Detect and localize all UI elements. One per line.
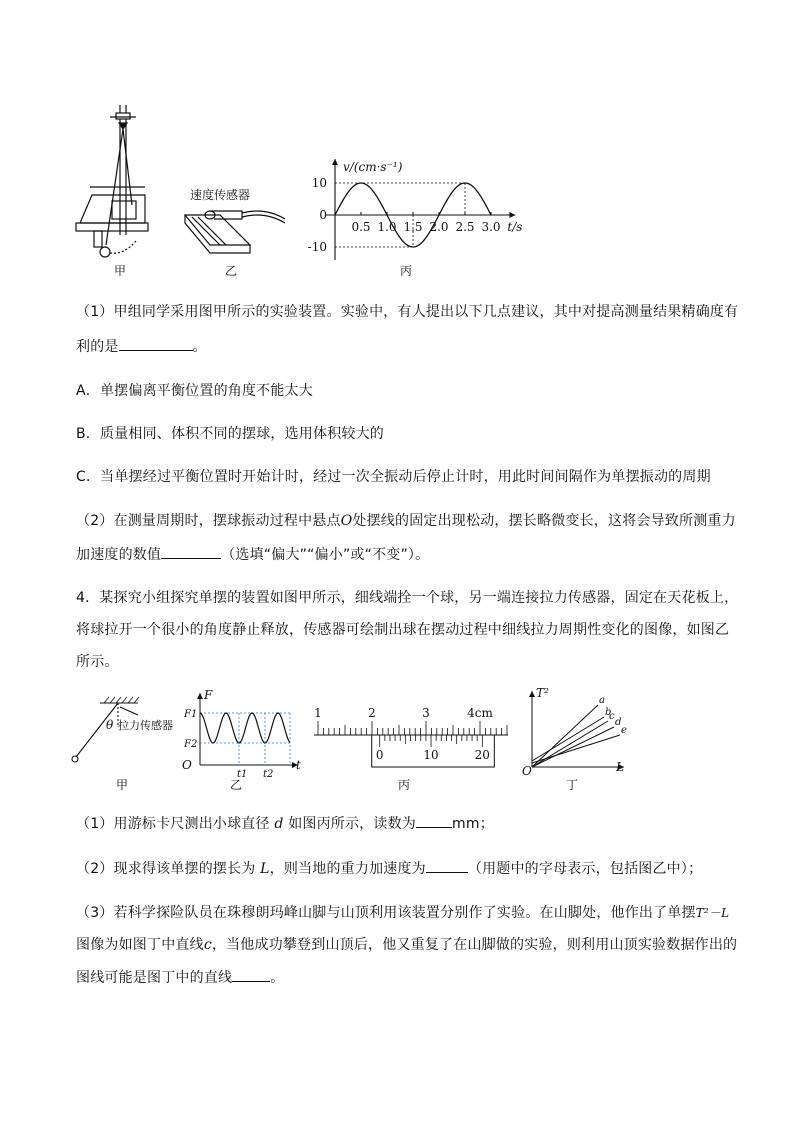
x-axis-label: t/s (507, 220, 523, 234)
vernier-scale-label: 10 (423, 748, 439, 762)
x-tick-label: 1.5 (403, 220, 423, 234)
q2-line1-b: 处摆线的固定出现松动，摆长略微变长，这将会导致所测重力 (352, 513, 736, 529)
fig2-label-yi: 乙 (230, 778, 243, 792)
y-axis-label: v/(cm·s⁻¹) (343, 160, 403, 174)
q4-s3-line1-a: （3）若科学探险队员在珠穆朗玛峰山脚与山顶利用该装置分别作了实验。在山脚处，他作出了单摆 (76, 905, 696, 921)
x-tick-label: 1.0 (377, 220, 397, 234)
x-tick-label: t1 (237, 769, 248, 780)
q4-s3-answer-blank[interactable] (232, 967, 270, 982)
y-axis-label: T² (536, 686, 549, 700)
series-label: a (599, 695, 605, 706)
x-tick-label: 2.5 (455, 220, 475, 234)
pendulum-apparatus-jia (76, 105, 148, 257)
q4-s3-line3-end: 。 (270, 970, 285, 986)
q4-s3-line1 (76, 903, 729, 923)
speed-sensor-device (185, 211, 285, 253)
main-scale-label: 1 (314, 706, 322, 720)
force-curve (200, 713, 290, 743)
series-line (532, 721, 608, 767)
vernier-scale-label: 0 (375, 748, 384, 762)
q2-line2 (76, 544, 429, 565)
q4-s2-c: （用题中的字母表示，包括图乙中）； (467, 861, 703, 877)
q1-line2-end: 。 (192, 339, 207, 355)
figure-1 (70, 95, 523, 285)
p4-line3: 所示。 (76, 654, 119, 670)
vernier-scale-label: 20 (474, 748, 490, 762)
option-a: A．单摆偏离平衡位置的角度不能太大 (76, 383, 313, 399)
vernier-caliper (314, 706, 508, 767)
y-axis-arrow (332, 159, 338, 165)
q1-answer-blank[interactable] (119, 336, 193, 351)
y-tick-label: F1 (184, 709, 198, 720)
q2-answer-blank[interactable] (161, 544, 221, 559)
y-tick-label: -10 (307, 240, 327, 254)
x-axis-label: t (296, 758, 301, 772)
x-axis-arrow (509, 212, 515, 218)
p4-line2: 将球拉开一个很小的角度静止释放，传感器可绘制出球在摆动过程中细线拉力周期性变化的图像，如图乙 (76, 622, 730, 638)
q4-s1-unit: mm； (452, 816, 494, 832)
q4-s3-var-t2l: T²－L (695, 906, 730, 920)
series-line (532, 705, 598, 767)
x-tick-label: 3.0 (481, 220, 501, 234)
series-label: c (609, 711, 615, 722)
q4-s2-b: ，则当地的重力加速度为 (269, 861, 426, 877)
q2-line2-end: （选填“偏大”“偏小”或“不变”）。 (221, 547, 430, 563)
option-b: B．质量相同、体积不同的摆球，选用体积较大的 (76, 426, 385, 442)
theta-label: θ (106, 718, 114, 732)
t-squared-length-chart (522, 686, 627, 778)
q4-s1-answer-blank[interactable] (416, 813, 452, 828)
p4-line1: 4．某探究小组探究单摆的装置如图甲所示，细线端拴一个球，另一端连接拉力传感器，固定在天花板上， (76, 590, 739, 606)
main-scale-label: 3 (422, 706, 430, 720)
series-line (532, 717, 604, 761)
series-label: b (605, 707, 612, 718)
y-tick-label: 0 (319, 208, 327, 222)
main-scale-label: 4cm (467, 706, 493, 720)
q4-s1-b: 如图丙所示，读数为 (288, 816, 417, 832)
origin-label: O (182, 758, 192, 772)
q2-line1 (76, 511, 736, 531)
q2-var-o: O (340, 513, 353, 529)
q4-s3-line3-a: 图线可能是图丁中的直线 (76, 970, 233, 986)
series-label: d (615, 717, 622, 728)
q4-s3-line3 (76, 967, 284, 988)
force-time-chart (182, 688, 301, 780)
q4-s3-line2-a: 图像为如图丁中直线 (76, 937, 204, 953)
fig1-label-jia: 甲 (114, 264, 127, 278)
series-line (532, 735, 620, 763)
fig1-label-yi: 乙 (225, 264, 238, 278)
speed-sensor-label: 速度传感器 (190, 188, 251, 202)
velocity-time-chart (308, 159, 523, 260)
x-axis-label: L (616, 760, 624, 774)
series-line (532, 727, 614, 767)
q1-line2-text: 利的是 (76, 339, 119, 355)
y-axis-arrow (197, 693, 203, 699)
figure-2 (60, 685, 640, 795)
q4-s2-answer-blank[interactable] (426, 858, 468, 873)
q4-s1-var-d: d (274, 816, 284, 832)
q4-s2-var-l: L (260, 861, 270, 877)
q4-s1 (76, 813, 494, 834)
q4-s1-a: （1）用游标卡尺测出小球直径 (76, 816, 270, 832)
q1-line2 (76, 336, 207, 357)
series-label: e (621, 725, 627, 736)
x-tick-label: t2 (263, 769, 274, 780)
y-tick-label: 10 (311, 176, 327, 190)
fig2-label-ding: 丁 (566, 778, 579, 792)
q4-s3-line2 (76, 935, 737, 955)
q4-s3-var-c: c (203, 937, 212, 953)
y-tick-label: F2 (184, 739, 198, 750)
q4-s2 (76, 858, 702, 879)
main-scale-label: 2 (368, 706, 376, 720)
fig2-label-jia: 甲 (116, 778, 129, 792)
q4-s3-line2-b: ，当他成功攀登到山顶后，他又重复了在山脚做的实验，则利用山顶实验数据作出的 (211, 937, 738, 953)
x-tick-label: 0.5 (351, 220, 371, 234)
y-axis-label: F (204, 688, 213, 702)
q4-s2-a: （2）现求得该单摆的摆长为 (76, 861, 256, 877)
fig2-label-bing: 丙 (398, 778, 411, 792)
x-tick-label: 2.0 (429, 220, 449, 234)
option-c: C．当单摆经过平衡位置时开始计时，经过一次全振动后停止计时，用此时间间隔作为单摆振动的周期 (76, 469, 711, 485)
q1-line1: （1）甲组同学采用图甲所示的实验装置。实验中，有人提出以下几点建议，其中对提高测量结果精确度有 (76, 304, 739, 320)
q2-line2-a: 加速度的数值 (76, 547, 162, 563)
q2-line1-a: （2）在测量周期时，摆球振动过程中悬点 (76, 513, 341, 529)
origin-label: O (522, 764, 532, 778)
tension-sensor-label: 拉力传感器 (118, 719, 173, 732)
y-axis-arrow (529, 691, 535, 697)
fig1-label-bing: 丙 (400, 264, 413, 278)
